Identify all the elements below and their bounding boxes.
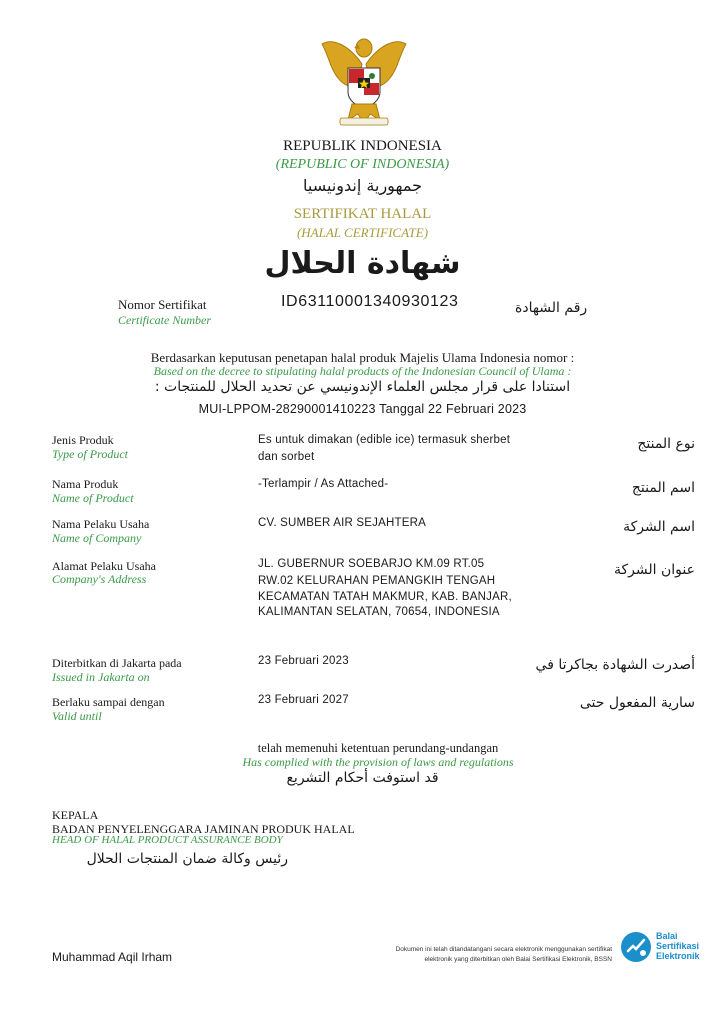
- bsre-logo-text: [656, 931, 700, 961]
- issued-value: 23 Februari 2023: [258, 655, 349, 667]
- cert-title: SERTIFIKAT HALAL: [293, 206, 432, 222]
- signatory-title-ar: رئيس وكالة ضمان المنتجات الحلال: [86, 851, 288, 867]
- product-type-label-en: Type of Product: [52, 447, 128, 461]
- issued-label: Diterbitkan di Jakarta pada: [52, 656, 182, 670]
- valid-label-en: Valid until: [52, 709, 102, 723]
- company-address-line4: KALIMANTAN SELATAN, 70654, INDONESIA: [258, 606, 500, 618]
- company-address-label: Alamat Pelaku Usaha: [52, 559, 156, 573]
- country-title: REPUBLIK INDONESIA: [283, 138, 442, 154]
- cert-title-en: (HALAL CERTIFICATE): [296, 225, 429, 240]
- company-name-label-en: Name of Company: [52, 531, 142, 545]
- country-title-ar: جمهورية إندونيسيا: [303, 176, 422, 195]
- company-address-line2: RW.02 KELURAHAN PEMANGKIH TENGAH: [258, 575, 496, 587]
- company-name-value: CV. SUMBER AIR SEJAHTERA: [258, 517, 426, 529]
- compliance-text-en: Has complied with the provision of laws and regulations: [242, 755, 514, 769]
- compliance-text-ar: قد استوفت أحكام التشريع: [286, 770, 439, 786]
- company-address-line1: JL. GUBERNUR SOEBARJO KM.09 RT.05: [258, 558, 485, 570]
- decree-text: Berdasarkan keputusan penetapan halal produk Majelis Ulama Indonesia nomor :: [150, 350, 575, 365]
- bsre-logo-icon: [619, 930, 653, 964]
- signatory-title-en: HEAD OF HALAL PRODUCT ASSURANCE BODY: [52, 834, 283, 846]
- signatory-title-line2: BADAN PENYELENGGARA JAMINAN PRODUK HALAL: [52, 822, 355, 836]
- signatory-title-line1: KEPALA: [52, 808, 99, 822]
- product-type-value-line2: dan sorbet: [258, 451, 315, 463]
- signatory-name: Muhammad Aqil Irham: [52, 950, 173, 964]
- product-name-label-ar: اسم المنتج: [631, 480, 695, 496]
- garuda-emblem-icon: [318, 34, 410, 130]
- bsre-logo-line2: Sertifikasi: [656, 941, 700, 951]
- company-name-label: Nama Pelaku Usaha: [52, 517, 150, 531]
- company-address-label-en: Company's Address: [52, 572, 147, 586]
- cert-number-label-ar: رقم الشهادة: [515, 300, 588, 316]
- cert-number-value: ID63110001340930123: [281, 293, 459, 310]
- compliance-text: telah memenuhi ketentuan perundang-undangan: [257, 741, 499, 755]
- country-title-en: (REPUBLIC OF INDONESIA): [275, 157, 450, 172]
- valid-value: 23 Februari 2027: [258, 694, 349, 706]
- e-signature-note: [340, 945, 612, 965]
- cert-number-label-en: Certificate Number: [118, 313, 211, 327]
- issued-label-en: Issued in Jakarta on: [52, 670, 150, 684]
- valid-label: Berlaku sampai dengan: [52, 695, 165, 709]
- company-name-label-ar: اسم الشركة: [623, 519, 695, 535]
- company-address-label-ar: عنوان الشركة: [614, 562, 695, 578]
- product-name-label-en: Name of Product: [52, 491, 134, 505]
- product-name-value: -Terlampir / As Attached-: [258, 478, 389, 490]
- e-signature-note-line2: elektronik yang diterbitkan oleh Balai Sertifikasi Elektronik, BSSN: [424, 956, 612, 963]
- product-type-label-ar: نوع المنتج: [637, 436, 695, 452]
- product-name-label: Nama Produk: [52, 477, 119, 491]
- product-type-label: Jenis Produk: [52, 433, 114, 447]
- company-address-line3: KECAMATAN TATAH MAKMUR, KAB. BANJAR,: [258, 591, 512, 603]
- issued-label-ar: أصدرت الشهادة بجاكرتا في: [535, 657, 695, 673]
- product-type-value-line1: Es untuk dimakan (edible ice) termasuk sherbet: [258, 434, 511, 446]
- decree-number: MUI-LPPOM-28290001410223 Tanggal 22 Februari 2023: [198, 402, 527, 416]
- e-signature-note-line1: Dokumen ini telah ditandatangani secara elektronik menggunakan sertifikat: [395, 946, 612, 953]
- bsre-logo-line1: Balai: [656, 931, 678, 941]
- cert-number-label: Nomor Sertifikat: [118, 297, 207, 312]
- decree-text-ar: استنادا على قرار مجلس العلماء الإندونيسي عن تحديد الحلال للمنتجات :: [154, 379, 571, 395]
- bsre-logo-line3: Elektronik: [656, 951, 700, 961]
- valid-label-ar: سارية المفعول حتى: [579, 695, 695, 711]
- decree-text-en: Based on the decree to stipulating halal products of the Indonesian Council of Ulama :: [153, 364, 572, 378]
- cert-title-ar: شهادة الحلال: [264, 246, 461, 281]
